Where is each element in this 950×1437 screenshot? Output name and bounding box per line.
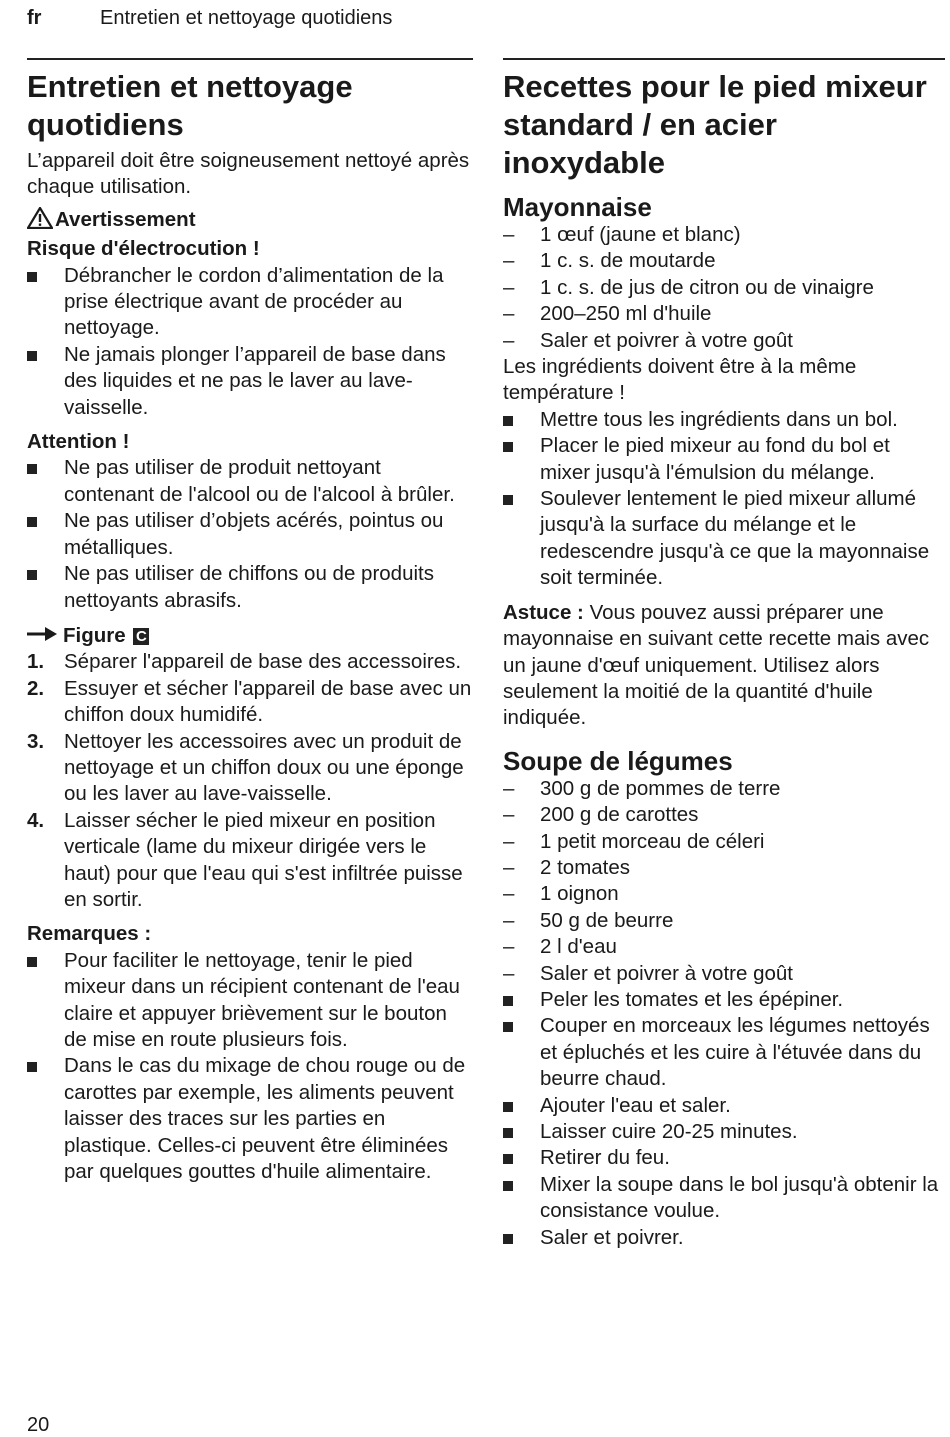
ingredient-item: – 2 tomates [503,855,945,881]
list-item: Ne pas utiliser de produit nettoyant contenant de l'alcool ou de l'alcool à brûler. [27,455,473,508]
dash-icon: – [503,776,515,800]
ingredient-item: – Saler et poivrer à votre goût [503,961,945,987]
ingredient-item: – 50 g de beurre [503,908,945,934]
list-item: Peler les tomates et les épépiner. [503,987,945,1013]
list-item: Laisser cuire 20-25 minutes. [503,1119,945,1145]
step-item: 1. Séparer l'appareil de base des accessoires. [27,650,462,674]
ingredient-item: – 1 petit morceau de céleri [503,829,945,855]
list-item: Ne jamais plonger l’appareil de base dans des liquides et ne pas le laver au lave-vaisselle. [27,342,473,421]
arrow-right-icon [27,622,63,648]
mayonnaise-steps [503,407,945,592]
bullet-icon [503,1102,513,1112]
right-column [503,58,945,1251]
bullet-icon [27,464,37,474]
list-item: Saler et poivrer. [503,1225,945,1251]
figure-label: Figure [63,623,126,647]
bullet-icon [503,416,513,426]
ingredient-item: – Saler et poivrer à votre goût [503,328,945,354]
list-item: Placer le pied mixeur au fond du bol et mixer jusqu'à l'émulsion du mélange. [503,433,945,486]
step-item: 2. Essuyer et sécher l'appareil de base avec un chiffon doux humidifé. [27,676,472,727]
bullet-icon [27,351,37,361]
list-item: Mettre tous les ingrédients dans un bol. [503,407,945,433]
running-title: Entretien et nettoyage quotidiens [100,7,393,29]
list-item: Débrancher le cordon d’alimentation de la prise électrique avant de procéder au nettoyage. [27,263,473,342]
warning-subtitle: Risque d'électrocution ! [27,237,260,261]
list-item: Couper en morceaux les légumes nettoyés et épluchés et les cuire à l'étuvée dans du beurre chaud. [503,1013,945,1092]
bullet-icon [503,996,513,1006]
list-item: Soulever lentement le pied mixeur allumé jusqu'à la surface du mélange et le redescendre jusqu'à ce que la mayonnaise soit terminée. [503,486,945,592]
dash-icon: – [503,935,515,959]
list-item: Retirer du feu. [503,1145,945,1171]
dash-icon: – [503,803,515,827]
list-item: Ne pas utiliser d’objets acérés, pointus ou métalliques. [27,508,473,561]
cleaning-steps [27,649,473,913]
ingredient-item: – 1 oignon [503,881,945,907]
warning-title: Avertissement [55,207,196,231]
bullet-icon [503,1128,513,1138]
ingredient-item: – 200–250 ml d'huile [503,301,945,327]
remarks-list [27,948,473,1186]
intro-text: L’appareil doit être soigneusement nettoyé après chaque utilisation. [27,149,470,199]
left-column [27,58,473,1185]
mayonnaise-title: Mayonnaise [503,192,652,222]
list-item: Ajouter l'eau et saler. [503,1093,945,1119]
dash-icon: – [503,302,515,326]
language-code: fr [27,7,42,29]
tip-label: Astuce : [503,600,584,624]
step-item: 3. Nettoyer les accessoires avec un produit de nettoyage et un chiffon doux ou une éponge ou les laver au lave-vaisselle. [27,729,464,806]
tip-text: Vous pouvez aussi préparer une mayonnaise en suivant cette recette mais avec un jaune d'œuf uniquement. Utilisez alors seulement la moitié de la quantité d'huile indiquée. [503,600,930,730]
list-item: Ne pas utiliser de chiffons ou de produits nettoyants abrasifs. [27,561,473,614]
bullet-icon [503,1022,513,1032]
soup-ingredients [503,776,945,987]
bullet-icon [503,1234,513,1244]
figure-letter-badge: C [133,628,149,645]
attention-list [27,455,473,613]
dash-icon: – [503,961,515,985]
mayonnaise-ingredients [503,222,945,354]
ingredient-item: – 1 œuf (jaune et blanc) [503,222,945,248]
soup-steps [503,987,945,1251]
warning-list [27,263,473,421]
attention-title: Attention ! [27,430,130,454]
ingredient-item: – 1 c. s. de moutarde [503,248,945,274]
page-number: 20 [27,1414,50,1436]
bullet-icon [503,442,513,452]
section-title-maintenance: Entretien et nettoyage quotidiens [27,69,353,142]
tip-paragraph [503,600,945,732]
ingredient-item: – 2 l d'eau [503,934,945,960]
bullet-icon [27,1062,37,1072]
dash-icon: – [503,249,515,273]
ingredient-item: – 1 c. s. de jus de citron ou de vinaigre [503,275,945,301]
dash-icon: – [503,829,515,853]
ingredient-item: – 200 g de carottes [503,802,945,828]
dash-icon: – [503,855,515,879]
warning-heading [27,207,473,236]
warning-triangle-icon [27,207,55,236]
bullet-icon [503,1154,513,1164]
list-item: Mixer la soupe dans le bol jusqu'à obtenir la consistance voulue. [503,1172,945,1225]
bullet-icon [27,957,37,967]
dash-icon: – [503,908,515,932]
bullet-icon [503,1181,513,1191]
bullet-icon [27,517,37,527]
figure-reference [27,622,473,649]
mayonnaise-note: Les ingrédients doivent être à la même température ! [503,355,857,405]
soup-title: Soupe de légumes [503,745,733,776]
dash-icon: – [503,328,515,352]
step-item: 4. Laisser sécher le pied mixeur en position verticale (lame du mixeur dirigée vers le haut) pour que l'eau qui s'est infiltrée puisse en sortir. [27,808,463,911]
bullet-icon [503,495,513,505]
list-item: Pour faciliter le nettoyage, tenir le pied mixeur dans un récipient contenant de l'eau claire et appuyer brièvement sur le bouton de mise en route plusieurs fois. [27,948,473,1054]
dash-icon: – [503,223,515,246]
list-item: Dans le cas du mixage de chou rouge ou de carottes par exemple, les aliments peuvent laisser des traces sur les parties en plastique. Celles-ci peuvent être éliminées par quelques gouttes d'huile alimentaire. [27,1053,473,1185]
bullet-icon [27,272,37,282]
dash-icon: – [503,275,515,299]
remarks-title: Remarques : [27,922,152,946]
page-header [27,7,393,30]
dash-icon: – [503,882,515,906]
ingredient-item: – 300 g de pommes de terre [503,776,945,802]
section-title-recipes: Recettes pour le pied mixeur standard / en acier inoxydable [503,69,927,180]
bullet-icon [27,570,37,580]
